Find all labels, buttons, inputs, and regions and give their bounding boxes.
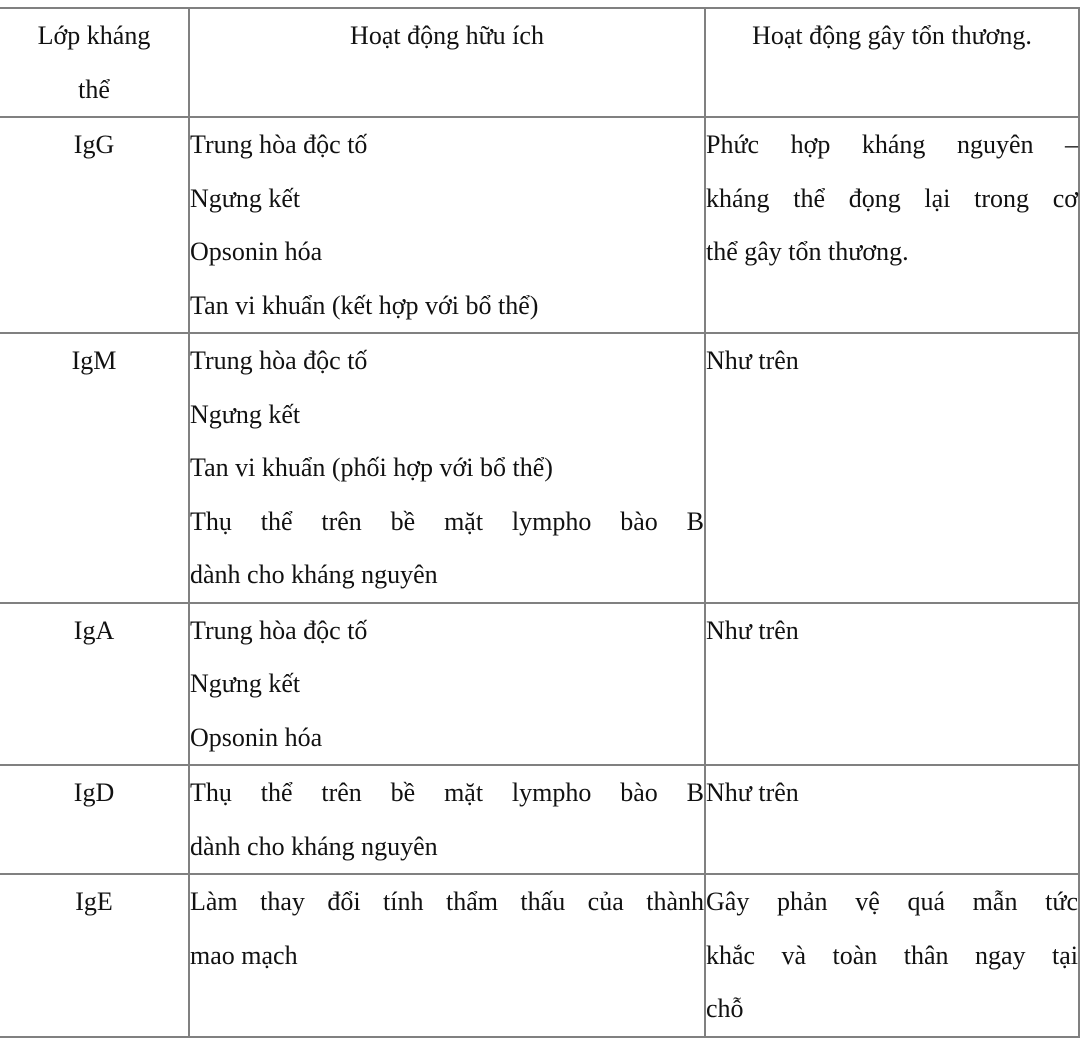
text-line: chỗ (706, 994, 744, 1023)
text-line: Như trên (706, 615, 799, 645)
antibody-class-table (0, 7, 1080, 1038)
header-class-line1: Lớp kháng (37, 21, 151, 50)
list-item: Tan vi khuẩn (phối hợp với bổ thể) (190, 453, 553, 482)
header-beneficial-activity: Hoạt động hữu ích (189, 8, 705, 117)
harmful-activity-cell (705, 603, 1079, 766)
table-row-iga (0, 603, 1079, 766)
text-line: Như trên (706, 346, 799, 375)
list-item: Opsonin hóa (190, 237, 323, 266)
list-item: Trung hòa độc tố (190, 615, 368, 645)
list-item: Ngưng kết (190, 669, 301, 698)
antibody-class-cell: IgG (0, 117, 189, 333)
text-line: Phức hợp kháng nguyên – (706, 130, 1078, 159)
antibody-class-cell: IgM (0, 333, 189, 603)
table-row-ige (0, 874, 1079, 1037)
harmful-activity-cell (705, 874, 1079, 1037)
beneficial-activity-cell (189, 603, 705, 766)
text-line: thể gây tổn thương. (706, 237, 909, 266)
harmful-activity-cell (705, 765, 1079, 874)
text-line: Gây phản vệ quá mẫn tức (706, 887, 1078, 916)
beneficial-activity-cell (189, 333, 705, 603)
table-row-igd (0, 765, 1079, 874)
antibody-class-cell: IgE (0, 874, 189, 1037)
header-harmful-activity: Hoạt động gây tổn thương. (705, 8, 1079, 117)
harmful-activity-cell (705, 333, 1079, 603)
list-item: dành cho kháng nguyên (190, 831, 438, 861)
beneficial-activity-cell (189, 874, 705, 1037)
antibody-class-cell: IgA (0, 603, 189, 766)
list-item: Làm thay đổi tính thẩm thấu của thành (190, 887, 704, 916)
list-item: Tan vi khuẩn (kết hợp với bổ thể) (190, 290, 539, 320)
list-item: Ngưng kết (190, 183, 301, 213)
header-class-line2: thể (78, 74, 110, 104)
list-item: Trung hòa độc tố (190, 130, 368, 159)
table-row-igg (0, 117, 1079, 333)
harmful-activity-cell (705, 117, 1079, 333)
list-item: Trung hòa độc tố (190, 346, 368, 375)
antibody-class-cell: IgD (0, 765, 189, 874)
list-item: Ngưng kết (190, 399, 301, 429)
table-row-igm (0, 333, 1079, 603)
header-antibody-class (0, 8, 189, 117)
table-header-row (0, 8, 1079, 117)
list-item: dành cho kháng nguyên (190, 560, 438, 589)
text-line: khắc và toàn thân ngay tại (706, 940, 1078, 970)
beneficial-activity-cell (189, 117, 705, 333)
list-item: Thụ thể trên bề mặt lympho bào B (190, 506, 704, 536)
list-item: Opsonin hóa (190, 722, 323, 752)
beneficial-activity-cell (189, 765, 705, 874)
list-item: mao mạch (190, 940, 298, 970)
list-item: Thụ thể trên bề mặt lympho bào B (190, 778, 704, 807)
text-line: Như trên (706, 778, 799, 807)
text-line: kháng thể đọng lại trong cơ (706, 183, 1078, 213)
